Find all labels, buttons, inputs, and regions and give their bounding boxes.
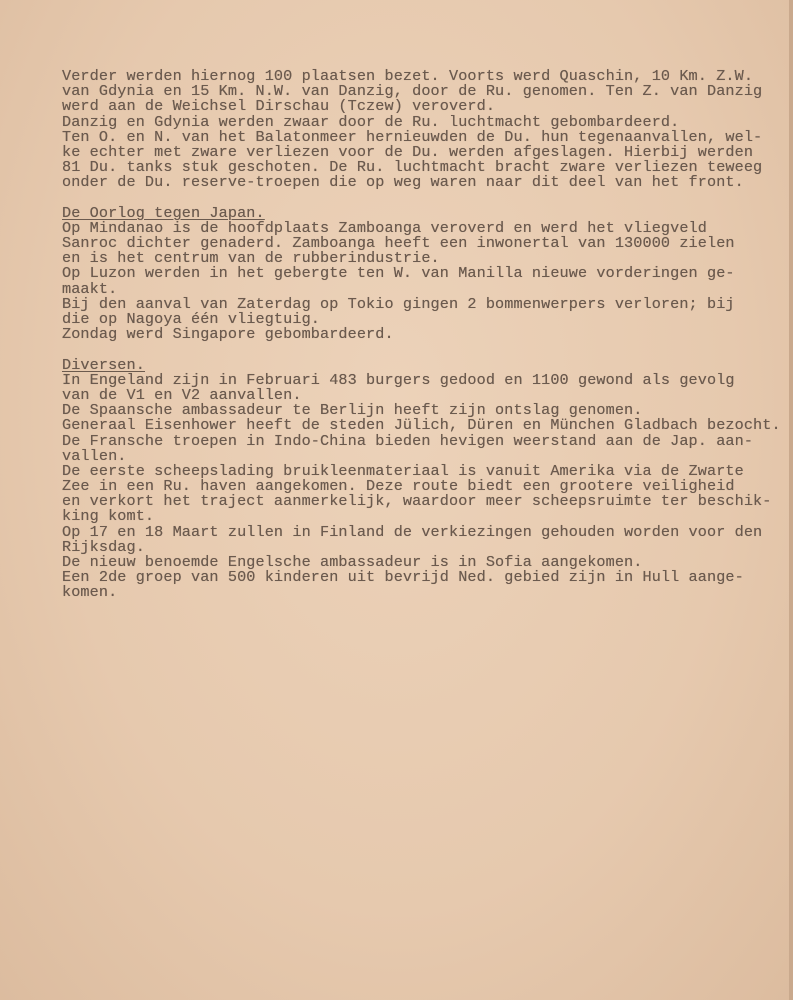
section-heading-text: Diversen.: [62, 355, 145, 374]
text-line: De nieuw benoemde Engelsche ambassadeur is in Sofia aangekomen.: [62, 553, 643, 571]
section: [62, 342, 782, 600]
text-line: 81 Du. tanks stuk geschoten. De Ru. luchtmacht bracht zware verliezen teweeg: [62, 158, 763, 177]
text-line: komen.: [62, 583, 118, 602]
text-line: Op Mindanao is de hoofdplaats Zamboanga veroverd en werd het vliegveld: [62, 218, 707, 237]
text-line: Sanroc dichter genaderd. Zamboanga heeft een inwonertal van 130000 zielen: [62, 234, 735, 253]
text-line: die op Nagoya één vliegtuig.: [62, 310, 320, 328]
section: [62, 191, 782, 343]
text-line: Op Luzon werden in het gebergte ten W. van Manilla nieuwe vorderingen ge-: [62, 264, 735, 283]
text-line: Danzig en Gdynia werden zwaar door de Ru. luchtmacht gebombardeerd.: [62, 112, 680, 131]
text-line: Rijksdag.: [62, 537, 145, 556]
text-line: Op 17 en 18 Maart zullen in Finland de verkiezingen gehouden worden voor den: [62, 522, 763, 541]
text-line: Ten O. en N. van het Balatonmeer hernieuwden de Du. hun tegenaanvallen, wel-: [62, 127, 763, 146]
text-line: In Engeland zijn in Februari 483 burgers gedood en 1100 gewond als gevolg: [62, 370, 735, 389]
text-line: Bij den aanval van Zaterdag op Tokio gingen 2 bommenwerpers verloren; bij: [62, 294, 735, 313]
text-line: Verder werden hiernog 100 plaatsen bezet. Voorts werd Quaschin, 10 Km. Z.W.: [62, 67, 754, 85]
text-line: werd aan de Weichsel Dirschau (Tczew) veroverd.: [62, 97, 496, 116]
text-line: ke echter met zware verliezen voor de Du. werden afgeslagen. Hierbij werden: [62, 142, 754, 161]
text-line: De Spaansche ambassadeur te Berlijn heeft zijn ontslag genomen.: [62, 401, 643, 420]
text-line: van de V1 en V2 aanvallen.: [62, 385, 302, 404]
text-line: vallen.: [62, 446, 127, 465]
text-line: en verkort het traject aanmerkelijk, waardoor meer scheepsruimte ter beschik-: [62, 492, 772, 511]
text-line: Zee in een Ru. haven aangekomen. Deze route biedt een grootere veiligheid: [62, 477, 735, 496]
typewritten-page: [62, 69, 782, 601]
paper-edge: [789, 0, 793, 1000]
text-line: De Fransche troepen in Indo-China bieden hevigen weerstand aan de Jap. aan-: [62, 431, 754, 450]
section: [62, 69, 782, 191]
text-line: Zondag werd Singapore gebombardeerd.: [62, 325, 394, 344]
text-line: Generaal Eisenhower heeft de steden Jülich, Düren en München Gladbach bezocht.: [62, 416, 781, 435]
text-line: Een 2de groep van 500 kinderen uit bevrijd Ned. gebied zijn in Hull aange-: [62, 568, 744, 587]
text-line: De eerste scheepslading bruikleenmateriaal is vanuit Amerika via de Zwarte: [62, 461, 744, 480]
text-line: onder de Du. reserve-troepen die op weg waren naar dit deel van het front.: [62, 173, 744, 192]
text-line: van Gdynia en 15 Km. N.W. van Danzig, door de Ru. genomen. Ten Z. van Danzig: [62, 82, 763, 101]
text-line: maakt.: [62, 279, 118, 298]
section-heading-text: De Oorlog tegen Japan.: [62, 203, 265, 222]
text-line: en is het centrum van de rubberindustrie.: [62, 249, 440, 268]
blank-line: [62, 342, 782, 357]
text-line: king komt.: [62, 507, 155, 526]
